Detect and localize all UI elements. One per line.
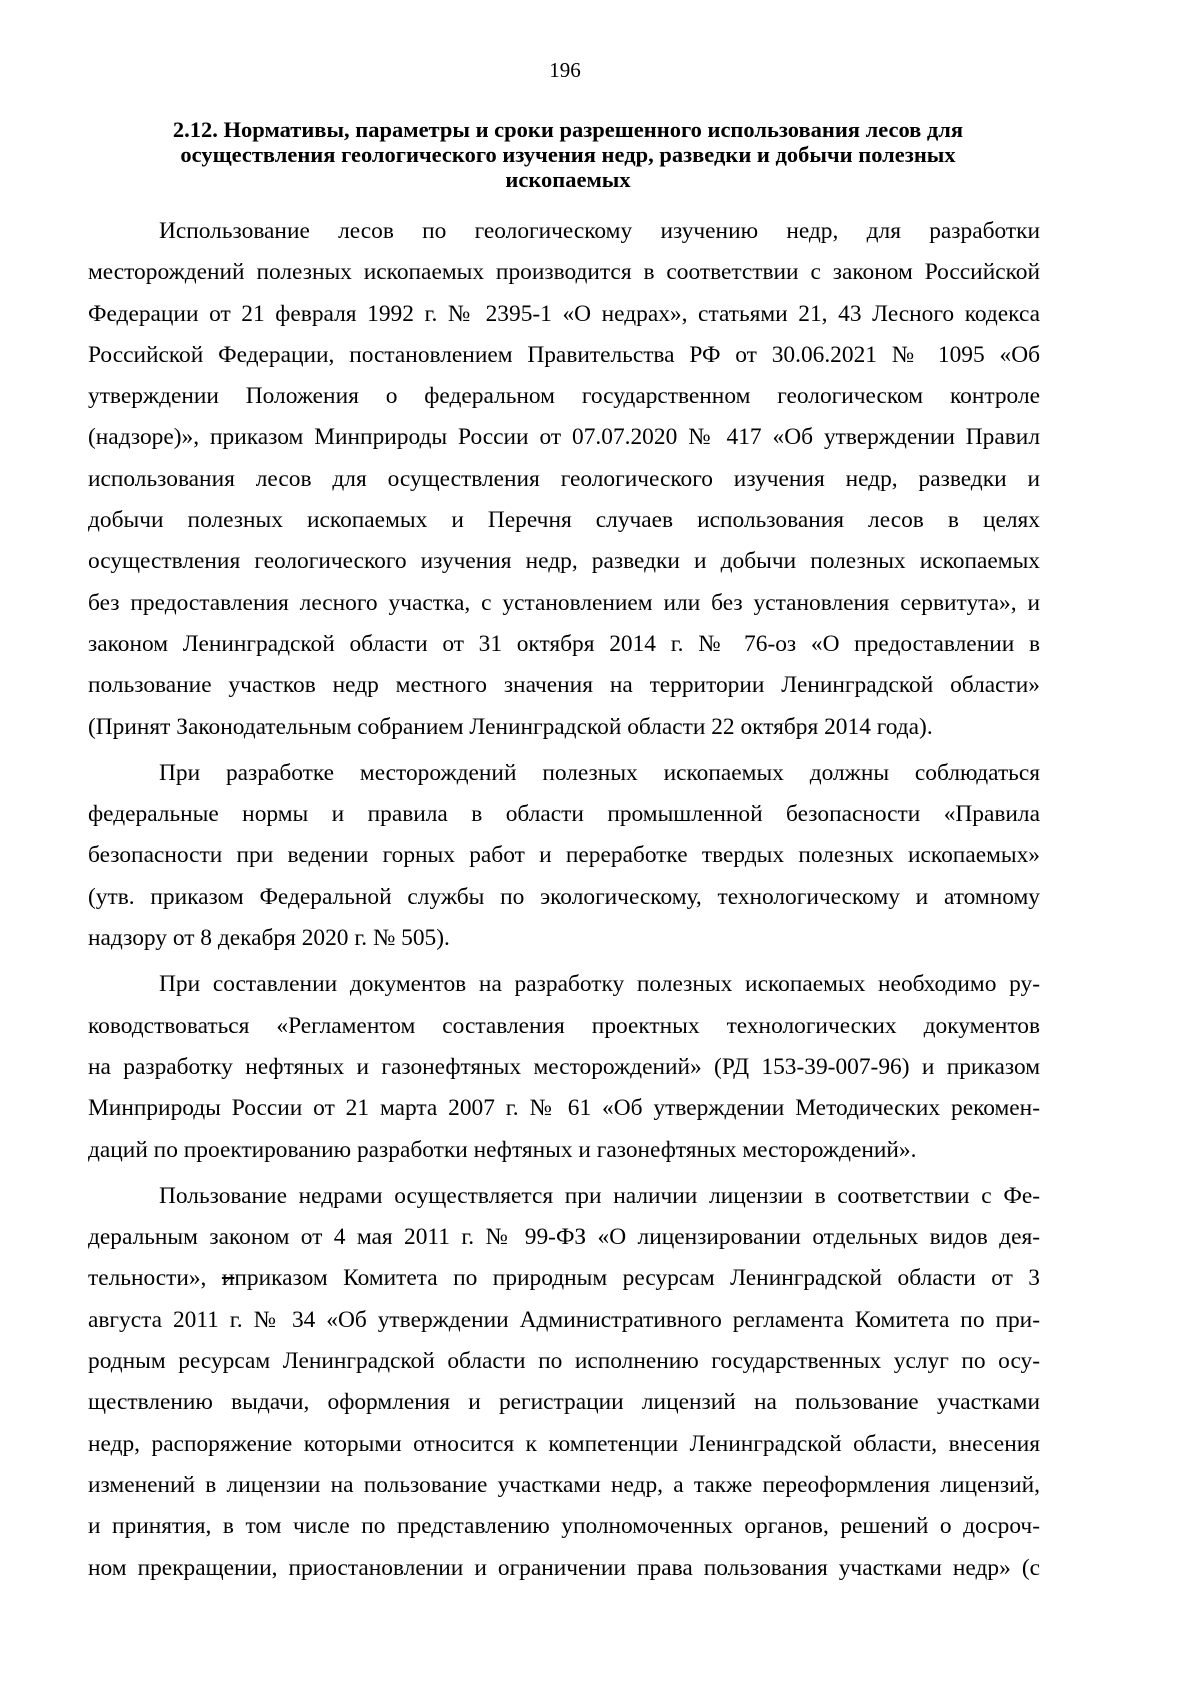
text-line: ном прекращении, приостановлении и ограничении права пользования участками недр» (с (88, 1554, 1040, 1581)
text-line: (надзоре)», приказом Минприроды России от 07.07.2020 № 417 «Об утверждении Правил (88, 424, 1040, 451)
text-line: осуществления геологического изучения недр, разведки и добычи полезных ископаемых (88, 548, 1040, 575)
text-line: пользование участков недр местного значения на территории Ленинградской области» (88, 672, 1040, 699)
text-line: деральным законом от 4 мая 2011 г. № 99-ФЗ «О лицензировании отдельных видов дея- (88, 1224, 1040, 1251)
text-line: даций по проектированию разработки нефтяных и газонефтяных месторождений». (88, 1136, 917, 1163)
text-segment: приказом Комитета по природным ресурсам Ленинградской области от 3 (234, 1265, 1040, 1292)
text-line: Российской Федерации, постановлением Правительства РФ от 30.06.2021 № 1095 «Об (88, 341, 1040, 368)
text-line: При разработке месторождений полезных ископаемых должны соблюдаться (159, 759, 1040, 786)
heading-line: ископаемых (505, 167, 631, 192)
paragraph-4 (88, 1176, 1040, 1589)
text-line: При составлении документов на разработку полезных ископаемых необходимо ру- (159, 971, 1040, 998)
text-line: Федерации от 21 февраля 1992 г. № 2395-1 «О недрах», статьями 21, 43 Лесного кодекса (88, 300, 1040, 327)
struck-text: и (221, 1265, 235, 1292)
text-line: августа 2011 г. № 34 «Об утверждении Административного регламента Комитета по при- (88, 1306, 1040, 1333)
text-line: месторождений полезных ископаемых производится в соответствии с законом Российской (88, 259, 1040, 286)
paragraph-3 (88, 964, 1040, 1170)
text-line: добычи полезных ископаемых и Перечня случаев использования лесов в целях (88, 507, 1040, 534)
text-line: изменений в лицензии на пользование участками недр, а также переоформления лицензий, (88, 1471, 1040, 1498)
text-line: ководствоваться «Регламентом составления проектных технологических документов (88, 1012, 1040, 1039)
page-number: 196 (549, 58, 581, 82)
text-line: федеральные нормы и правила в области промышленной безопасности «Правила (88, 801, 1040, 828)
text-line: без предоставления лесного участка, с установлением или без установления сервитута», и (88, 589, 1040, 616)
text-line: законом Ленинградской области от 31 октября 2014 г. № 76-оз «О предоставлении в (88, 630, 1040, 657)
text-line: (утв. приказом Федеральной службы по экологическому, технологическому и атомному (88, 883, 1040, 910)
text-segment: тельности», (88, 1265, 222, 1292)
section-heading (128, 117, 1008, 192)
text-line: надзору от 8 декабря 2020 г. № 505). (88, 925, 450, 952)
heading-line: 2.12. Нормативы, параметры и сроки разрешенного использования лесов для (172, 117, 964, 142)
paragraph-2 (88, 753, 1040, 959)
text-line: утверждении Положения о федеральном государственном геологическом контроле (88, 383, 1040, 410)
text-line: родным ресурсам Ленинградской области по исполнению государственных услуг по осу- (88, 1348, 1040, 1375)
text-line: Минприроды России от 21 марта 2007 г. № 61 «Об утверждении Методических рекомен- (88, 1095, 1040, 1122)
text-line: и принятия, в том числе по представлению уполномоченных органов, решений о досроч- (88, 1513, 1040, 1540)
text-line: на разработку нефтяных и газонефтяных месторождений» (РД 153-39-007-96) и приказом (88, 1053, 1040, 1080)
body-text (88, 211, 1040, 1589)
text-line: ществлению выдачи, оформления и регистрации лицензий на пользование участками (88, 1389, 1040, 1416)
heading-line: осуществления геологического изучения недр, разведки и добычи полезных (180, 142, 956, 167)
text-line: недр, распоряжение которыми относится к компетенции Ленинградской области, внесения (88, 1430, 1040, 1457)
text-line: (Принят Законодательным собранием Ленинградской области 22 октября 2014 года). (88, 713, 933, 740)
text-line: безопасности при ведении горных работ и переработке твердых полезных ископаемых» (88, 842, 1040, 869)
text-line: Пользование недрами осуществляется при наличии лицензии в соответствии с Фе- (159, 1182, 1040, 1209)
text-line-with-strike (88, 1258, 1040, 1299)
paragraph-1 (88, 211, 1040, 748)
text-line: использования лесов для осуществления геологического изучения недр, разведки и (88, 465, 1040, 492)
text-line: Использование лесов по геологическому изучению недр, для разработки (159, 218, 1040, 244)
